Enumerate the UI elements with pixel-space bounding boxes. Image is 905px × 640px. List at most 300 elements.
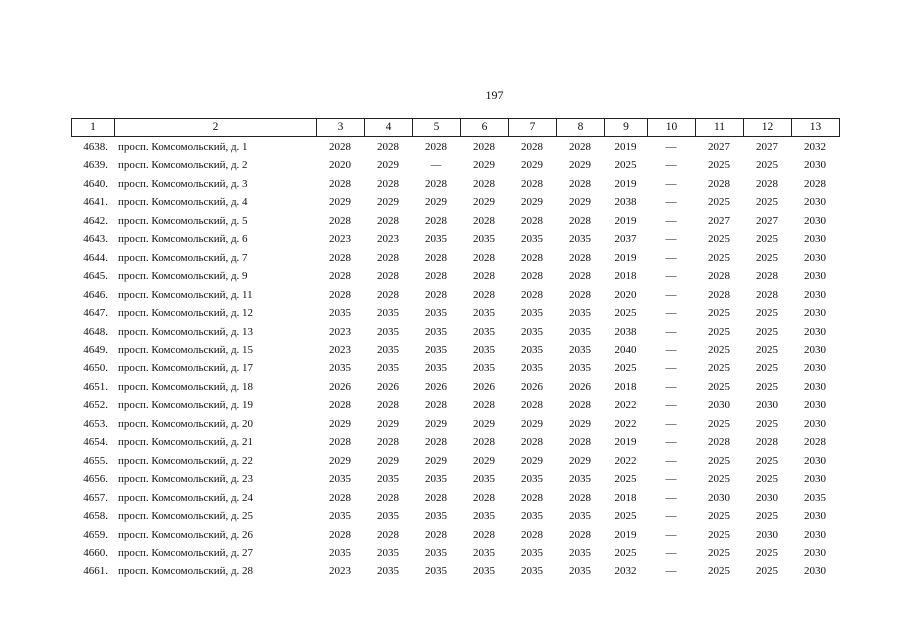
year-cell: 2028 bbox=[473, 436, 495, 449]
year-cell: — bbox=[665, 436, 677, 449]
year-cell: 2030 bbox=[756, 399, 778, 412]
year-cell: 2025 bbox=[708, 565, 730, 578]
year-cell: — bbox=[665, 417, 677, 430]
row-number: 4655. bbox=[83, 454, 108, 467]
table-row bbox=[71, 267, 839, 285]
year-cell: 2029 bbox=[377, 196, 399, 209]
year-cell: 2028 bbox=[425, 141, 447, 153]
year-cell: 2025 bbox=[756, 417, 778, 430]
year-cell: 2025 bbox=[756, 159, 778, 172]
year-cell: 2035 bbox=[569, 233, 591, 246]
year-cell: 2028 bbox=[473, 491, 495, 504]
year-cell: 2035 bbox=[425, 325, 447, 338]
year-cell: 2023 bbox=[329, 233, 351, 246]
table-row bbox=[71, 156, 839, 174]
year-cell: 2028 bbox=[473, 399, 495, 412]
year-cell: 2020 bbox=[614, 288, 637, 301]
address-cell: просп. Комсомольский, д. 19 bbox=[118, 399, 254, 412]
year-cell: 2035 bbox=[473, 473, 495, 486]
year-cell: 2035 bbox=[473, 362, 495, 375]
year-cell: 2022 bbox=[614, 454, 637, 467]
year-cell: 2025 bbox=[614, 546, 637, 559]
year-cell: 2025 bbox=[756, 454, 778, 467]
year-cell: 2022 bbox=[614, 399, 637, 412]
year-cell: 2028 bbox=[569, 288, 591, 301]
year-cell: 2035 bbox=[473, 510, 495, 523]
table-row bbox=[71, 378, 839, 396]
year-cell: 2028 bbox=[569, 270, 591, 283]
year-cell: 2035 bbox=[425, 546, 447, 559]
year-cell: 2030 bbox=[804, 288, 826, 301]
year-cell: 2025 bbox=[756, 362, 778, 375]
year-cell: — bbox=[665, 380, 677, 393]
table-row bbox=[71, 249, 839, 267]
year-cell: 2028 bbox=[473, 288, 495, 301]
year-cell: 2028 bbox=[569, 399, 591, 412]
year-cell: 2029 bbox=[569, 159, 591, 172]
year-cell: 2025 bbox=[756, 307, 778, 320]
year-cell: 2025 bbox=[614, 307, 637, 320]
table-row bbox=[71, 193, 839, 211]
year-cell: 2035 bbox=[569, 343, 591, 356]
year-cell: 2035 bbox=[521, 362, 543, 375]
year-cell: — bbox=[665, 288, 677, 301]
address-cell: просп. Комсомольский, д. 9 bbox=[118, 270, 248, 283]
year-cell: 2035 bbox=[473, 343, 495, 356]
year-cell: 2035 bbox=[804, 491, 826, 504]
year-cell: 2023 bbox=[329, 325, 351, 338]
year-cell: 2035 bbox=[569, 510, 591, 523]
year-cell: 2028 bbox=[756, 270, 778, 283]
year-cell: 2026 bbox=[521, 380, 543, 393]
address-cell: просп. Комсомольский, д. 18 bbox=[118, 380, 254, 393]
year-cell: 2028 bbox=[521, 141, 543, 153]
address-cell: просп. Комсомольский, д. 7 bbox=[118, 251, 248, 264]
row-number: 4642. bbox=[83, 214, 108, 227]
address-cell: просп. Комсомольский, д. 3 bbox=[118, 177, 248, 190]
row-number: 4639. bbox=[83, 159, 108, 172]
year-cell: 2030 bbox=[804, 270, 826, 283]
year-cell: 2028 bbox=[804, 177, 826, 190]
year-cell: 2028 bbox=[521, 177, 543, 190]
column-header-12: 12 bbox=[744, 119, 792, 137]
year-cell: 2025 bbox=[708, 380, 730, 393]
row-number: 4646. bbox=[83, 288, 108, 301]
year-cell: 2020 bbox=[329, 159, 351, 172]
year-cell: 2025 bbox=[756, 325, 778, 338]
year-cell: 2029 bbox=[521, 454, 543, 467]
address-cell: просп. Комсомольский, д. 6 bbox=[118, 233, 248, 246]
year-cell: 2025 bbox=[708, 362, 730, 375]
year-cell: 2028 bbox=[425, 251, 447, 264]
year-cell: — bbox=[665, 546, 677, 559]
year-cell: 2035 bbox=[425, 307, 447, 320]
year-cell: 2018 bbox=[614, 270, 637, 283]
table-row bbox=[71, 433, 839, 451]
year-cell: 2028 bbox=[521, 528, 543, 541]
year-cell: 2026 bbox=[569, 380, 591, 393]
year-cell: 2028 bbox=[425, 270, 447, 283]
year-cell: 2026 bbox=[329, 380, 351, 393]
year-cell: 2035 bbox=[569, 325, 591, 338]
year-cell: 2032 bbox=[804, 141, 826, 153]
year-cell: 2028 bbox=[425, 399, 447, 412]
year-cell: 2028 bbox=[377, 436, 399, 449]
address-cell: просп. Комсомольский, д. 13 bbox=[118, 325, 254, 338]
year-cell: 2030 bbox=[804, 399, 826, 412]
year-cell: 2025 bbox=[756, 473, 778, 486]
year-cell: 2028 bbox=[425, 214, 447, 227]
year-cell: 2028 bbox=[756, 288, 778, 301]
column-header-11: 11 bbox=[696, 119, 744, 137]
year-cell: 2035 bbox=[521, 307, 543, 320]
year-cell: 2035 bbox=[329, 510, 351, 523]
year-cell: 2028 bbox=[521, 436, 543, 449]
year-cell: 2028 bbox=[377, 399, 399, 412]
row-number: 4641. bbox=[83, 196, 108, 209]
year-cell: 2028 bbox=[569, 214, 591, 227]
column-header-2: 2 bbox=[115, 119, 317, 137]
year-cell: 2028 bbox=[521, 270, 543, 283]
year-cell: 2025 bbox=[708, 473, 730, 486]
year-cell: 2030 bbox=[804, 454, 826, 467]
year-cell: — bbox=[665, 528, 677, 541]
column-header-10: 10 bbox=[648, 119, 696, 137]
year-cell: 2029 bbox=[473, 454, 495, 467]
year-cell: 2019 bbox=[614, 214, 637, 227]
year-cell: 2025 bbox=[708, 159, 730, 172]
year-cell: — bbox=[665, 159, 677, 172]
year-cell: 2023 bbox=[377, 233, 399, 246]
year-cell: 2030 bbox=[804, 251, 826, 264]
year-cell: 2030 bbox=[804, 380, 826, 393]
year-cell: 2028 bbox=[473, 251, 495, 264]
address-cell: просп. Комсомольский, д. 2 bbox=[118, 159, 248, 172]
year-cell: 2035 bbox=[425, 565, 447, 578]
year-cell: 2030 bbox=[756, 491, 778, 504]
year-cell: 2035 bbox=[569, 565, 591, 578]
year-cell: 2028 bbox=[521, 288, 543, 301]
year-cell: 2028 bbox=[377, 288, 399, 301]
year-cell: 2035 bbox=[473, 325, 495, 338]
year-cell: 2035 bbox=[329, 362, 351, 375]
table-row bbox=[71, 489, 839, 507]
row-number: 4652. bbox=[83, 399, 108, 412]
year-cell: 2028 bbox=[569, 491, 591, 504]
year-cell: — bbox=[665, 362, 677, 375]
year-cell: 2030 bbox=[804, 528, 826, 541]
row-number: 4648. bbox=[83, 325, 108, 338]
address-cell: просп. Комсомольский, д. 1 bbox=[118, 141, 248, 153]
table-row bbox=[71, 470, 839, 488]
year-cell: — bbox=[665, 251, 677, 264]
year-cell: 2029 bbox=[521, 196, 543, 209]
year-cell: 2035 bbox=[521, 565, 543, 578]
year-cell: 2025 bbox=[708, 528, 730, 541]
year-cell: 2028 bbox=[377, 251, 399, 264]
year-cell: 2025 bbox=[708, 454, 730, 467]
address-cell: просп. Комсомольский, д. 5 bbox=[118, 214, 248, 227]
year-cell: 2025 bbox=[708, 546, 730, 559]
year-cell: 2035 bbox=[329, 546, 351, 559]
year-cell: 2028 bbox=[329, 528, 351, 541]
year-cell: 2028 bbox=[329, 436, 351, 449]
table-row bbox=[71, 526, 839, 544]
year-cell: 2028 bbox=[329, 177, 351, 190]
page-number: 197 bbox=[485, 88, 504, 102]
row-number: 4640. bbox=[83, 177, 108, 190]
year-cell: 2026 bbox=[473, 380, 495, 393]
year-cell: 2032 bbox=[614, 565, 637, 578]
table-row bbox=[71, 507, 839, 525]
year-cell: 2026 bbox=[377, 380, 399, 393]
year-cell: 2027 bbox=[708, 141, 730, 153]
year-cell: 2035 bbox=[473, 565, 495, 578]
year-cell: 2035 bbox=[425, 510, 447, 523]
year-cell: 2025 bbox=[614, 362, 637, 375]
year-cell: 2030 bbox=[804, 565, 826, 578]
table-row bbox=[71, 286, 839, 304]
year-cell: 2030 bbox=[708, 491, 730, 504]
year-cell: 2025 bbox=[708, 307, 730, 320]
year-cell: 2030 bbox=[804, 233, 826, 246]
year-cell: 2025 bbox=[756, 565, 778, 578]
row-number: 4657. bbox=[83, 491, 108, 504]
year-cell: 2028 bbox=[473, 270, 495, 283]
year-cell: 2028 bbox=[756, 436, 778, 449]
column-header-row bbox=[72, 119, 840, 137]
row-number: 4660. bbox=[83, 546, 108, 559]
year-cell: 2022 bbox=[614, 417, 637, 430]
year-cell: — bbox=[665, 491, 677, 504]
address-cell: просп. Комсомольский, д. 26 bbox=[118, 528, 254, 541]
year-cell: 2028 bbox=[569, 528, 591, 541]
year-cell: 2035 bbox=[425, 233, 447, 246]
year-cell: 2027 bbox=[708, 214, 730, 227]
year-cell: 2028 bbox=[425, 491, 447, 504]
year-cell: 2025 bbox=[756, 380, 778, 393]
year-cell: 2028 bbox=[473, 141, 495, 153]
year-cell: 2030 bbox=[804, 546, 826, 559]
year-cell: — bbox=[430, 159, 442, 172]
row-number: 4654. bbox=[83, 436, 108, 449]
year-cell: 2028 bbox=[708, 177, 730, 190]
year-cell: — bbox=[665, 565, 677, 578]
address-cell: просп. Комсомольский, д. 4 bbox=[118, 196, 248, 209]
year-cell: 2025 bbox=[708, 510, 730, 523]
address-cell: просп. Комсомольский, д. 22 bbox=[118, 454, 254, 467]
table-row bbox=[71, 304, 839, 322]
year-cell: 2035 bbox=[425, 343, 447, 356]
year-cell: 2029 bbox=[377, 454, 399, 467]
year-cell: 2035 bbox=[377, 325, 399, 338]
table-row bbox=[71, 452, 839, 470]
row-number: 4656. bbox=[83, 473, 108, 486]
year-cell: 2035 bbox=[569, 546, 591, 559]
year-cell: 2028 bbox=[569, 251, 591, 264]
address-cell: просп. Комсомольский, д. 17 bbox=[118, 362, 254, 375]
table-row bbox=[71, 212, 839, 230]
year-cell: 2028 bbox=[521, 399, 543, 412]
address-cell: просп. Комсомольский, д. 20 bbox=[118, 417, 254, 430]
table-row bbox=[71, 562, 839, 580]
row-number: 4661. bbox=[83, 565, 108, 578]
year-cell: 2028 bbox=[521, 251, 543, 264]
year-cell: 2035 bbox=[473, 233, 495, 246]
year-cell: 2029 bbox=[329, 454, 351, 467]
year-cell: 2035 bbox=[425, 362, 447, 375]
column-header-13: 13 bbox=[792, 119, 840, 137]
row-number: 4638. bbox=[83, 141, 108, 153]
column-header-1: 1 bbox=[72, 119, 115, 137]
year-cell: 2025 bbox=[756, 251, 778, 264]
column-header-5: 5 bbox=[413, 119, 461, 137]
table-body bbox=[71, 138, 839, 581]
year-cell: 2029 bbox=[377, 417, 399, 430]
year-cell: — bbox=[665, 177, 677, 190]
year-cell: 2028 bbox=[329, 214, 351, 227]
year-cell: 2030 bbox=[804, 362, 826, 375]
year-cell: 2028 bbox=[377, 270, 399, 283]
year-cell: — bbox=[665, 270, 677, 283]
column-header-9: 9 bbox=[605, 119, 648, 137]
year-cell: 2029 bbox=[377, 159, 399, 172]
column-header-7: 7 bbox=[509, 119, 557, 137]
year-cell: 2028 bbox=[521, 214, 543, 227]
year-cell: — bbox=[665, 343, 677, 356]
table-row bbox=[71, 175, 839, 193]
year-cell: 2029 bbox=[425, 417, 447, 430]
table-row bbox=[71, 230, 839, 248]
row-number: 4650. bbox=[83, 362, 108, 375]
year-cell: 2028 bbox=[473, 214, 495, 227]
year-cell: 2030 bbox=[756, 528, 778, 541]
year-cell: 2028 bbox=[473, 177, 495, 190]
year-cell: — bbox=[665, 325, 677, 338]
year-cell: 2029 bbox=[569, 417, 591, 430]
year-cell: 2029 bbox=[473, 417, 495, 430]
year-cell: 2028 bbox=[569, 177, 591, 190]
year-cell: 2023 bbox=[329, 343, 351, 356]
row-number: 4644. bbox=[83, 251, 108, 264]
address-cell: просп. Комсомольский, д. 28 bbox=[118, 565, 254, 578]
column-header-4: 4 bbox=[365, 119, 413, 137]
year-cell: 2035 bbox=[521, 233, 543, 246]
year-cell: 2037 bbox=[614, 233, 637, 246]
column-header-8: 8 bbox=[557, 119, 605, 137]
table-row bbox=[71, 415, 839, 433]
year-cell: 2030 bbox=[804, 196, 826, 209]
year-cell: 2019 bbox=[614, 528, 637, 541]
year-cell: 2035 bbox=[329, 473, 351, 486]
year-cell: 2029 bbox=[521, 417, 543, 430]
year-cell: 2028 bbox=[329, 270, 351, 283]
year-cell: 2035 bbox=[473, 307, 495, 320]
year-cell: 2028 bbox=[329, 251, 351, 264]
year-cell: 2030 bbox=[804, 159, 826, 172]
year-cell: 2025 bbox=[614, 159, 637, 172]
year-cell: 2035 bbox=[521, 510, 543, 523]
year-cell: 2030 bbox=[804, 325, 826, 338]
year-cell: 2028 bbox=[521, 491, 543, 504]
address-cell: просп. Комсомольский, д. 23 bbox=[118, 473, 254, 486]
year-cell: 2025 bbox=[708, 233, 730, 246]
year-cell: 2035 bbox=[521, 325, 543, 338]
year-cell: 2028 bbox=[329, 141, 351, 153]
column-header-table bbox=[71, 118, 840, 137]
year-cell: 2030 bbox=[804, 307, 826, 320]
year-cell: 2025 bbox=[756, 343, 778, 356]
year-cell: 2029 bbox=[473, 159, 495, 172]
year-cell: 2028 bbox=[377, 177, 399, 190]
year-cell: 2019 bbox=[614, 436, 637, 449]
year-cell: 2035 bbox=[329, 307, 351, 320]
table-row bbox=[71, 396, 839, 414]
year-cell: 2025 bbox=[614, 510, 637, 523]
address-cell: просп. Комсомольский, д. 15 bbox=[118, 343, 254, 356]
year-cell: 2027 bbox=[756, 214, 778, 227]
year-cell: 2029 bbox=[329, 417, 351, 430]
year-cell: 2035 bbox=[521, 473, 543, 486]
address-cell: просп. Комсомольский, д. 27 bbox=[118, 546, 254, 559]
year-cell: 2028 bbox=[329, 399, 351, 412]
year-cell: — bbox=[665, 214, 677, 227]
data-table bbox=[71, 138, 839, 581]
year-cell: 2030 bbox=[804, 417, 826, 430]
year-cell: 2028 bbox=[569, 141, 591, 153]
year-cell: 2035 bbox=[473, 546, 495, 559]
year-cell: 2028 bbox=[377, 528, 399, 541]
year-cell: 2023 bbox=[329, 565, 351, 578]
year-cell: 2028 bbox=[425, 528, 447, 541]
year-cell: 2027 bbox=[756, 141, 778, 153]
year-cell: 2035 bbox=[377, 362, 399, 375]
year-cell: 2019 bbox=[614, 251, 637, 264]
year-cell: 2028 bbox=[708, 288, 730, 301]
year-cell: 2029 bbox=[425, 454, 447, 467]
year-cell: 2018 bbox=[614, 491, 637, 504]
year-cell: — bbox=[665, 454, 677, 467]
row-number: 4651. bbox=[83, 380, 108, 393]
year-cell: 2035 bbox=[377, 510, 399, 523]
year-cell: 2019 bbox=[614, 177, 637, 190]
year-cell: 2025 bbox=[756, 233, 778, 246]
row-number: 4653. bbox=[83, 417, 108, 430]
row-number: 4649. bbox=[83, 343, 108, 356]
year-cell: 2029 bbox=[329, 196, 351, 209]
year-cell: 2028 bbox=[708, 436, 730, 449]
year-cell: 2030 bbox=[804, 473, 826, 486]
year-cell: 2035 bbox=[377, 307, 399, 320]
year-cell: 2030 bbox=[708, 399, 730, 412]
year-cell: 2018 bbox=[614, 380, 637, 393]
year-cell: 2028 bbox=[425, 436, 447, 449]
row-number: 4659. bbox=[83, 528, 108, 541]
year-cell: — bbox=[665, 307, 677, 320]
address-cell: просп. Комсомольский, д. 24 bbox=[118, 491, 254, 504]
year-cell: 2028 bbox=[377, 214, 399, 227]
year-cell: 2029 bbox=[425, 196, 447, 209]
table-row bbox=[71, 138, 839, 156]
address-cell: просп. Комсомольский, д. 25 bbox=[118, 510, 254, 523]
row-number: 4643. bbox=[83, 233, 108, 246]
year-cell: — bbox=[665, 473, 677, 486]
year-cell: 2035 bbox=[521, 343, 543, 356]
table-row bbox=[71, 341, 839, 359]
year-cell: 2040 bbox=[614, 343, 637, 356]
year-cell: 2035 bbox=[569, 473, 591, 486]
year-cell: 2035 bbox=[425, 473, 447, 486]
